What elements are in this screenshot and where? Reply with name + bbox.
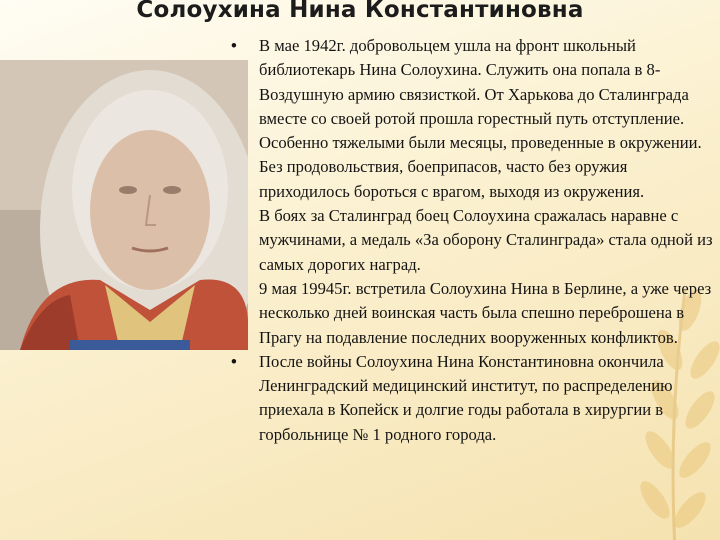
portrait-photo bbox=[0, 60, 248, 350]
paragraph-stalingrad: В боях за Сталинград боец Солоухина сражалась наравне с мужчинами, а медаль «За оборону Сталинграда» стала одной из самых дорогих наград. bbox=[259, 206, 713, 274]
paragraph-service: • В мае 1942г. добровольцем ушла на фронт школьный библиотекарь Нина Солоухина. Служить она попала в 8-Воздушную армию связисткой. От Харькова до Сталинграда вместе со своей ротой прошла горестный путь отступление. Особенно тяжелыми были месяцы, проведенные в окружении. Без продовольствия, боеприпасов, часто без оружия приходилось бороться с врагом, выходя из окружения. bbox=[229, 34, 717, 204]
main-text bbox=[229, 34, 717, 447]
paragraph-after-war: • После войны Солоухина Нина Константиновна окончила Ленинградский медицинский институт, по распределению приехала в Копейск и долгие годы работала в хирургии в горбольнице № 1 родного города. bbox=[229, 350, 717, 447]
portrait-image bbox=[0, 60, 248, 350]
paragraph-berlin: 9 мая 19945г. встретила Солоухина Нина в Берлине, а уже через несколько дней воинская часть была спешно переброшена в Прагу на подавление последних вооруженных конфликтов. bbox=[259, 278, 712, 347]
page-title: Солоухина Нина Константиновна bbox=[136, 0, 584, 23]
